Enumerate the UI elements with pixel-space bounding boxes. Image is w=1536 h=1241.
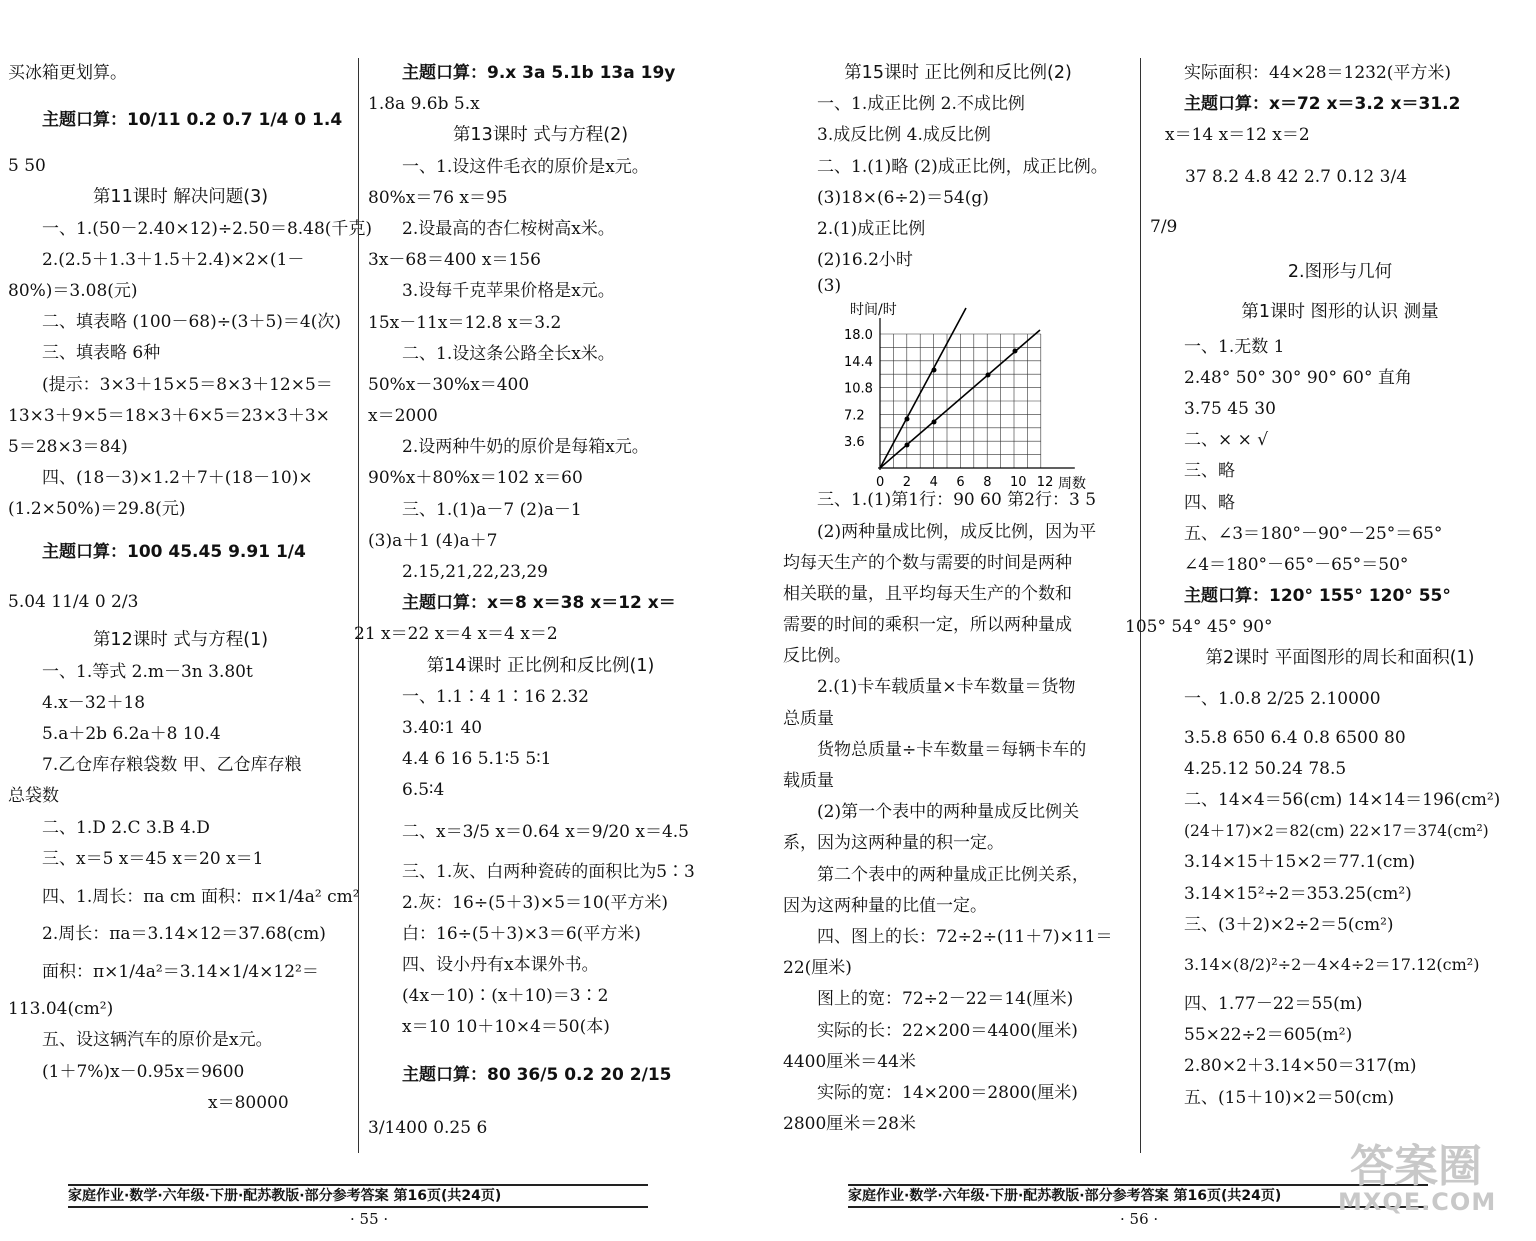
text-line: (3)a＋1 (4)a＋7	[368, 530, 498, 551]
text-line: 载质量	[783, 771, 834, 791]
text-line: 113.04(cm²)	[8, 999, 114, 1020]
x-tick-label: 0	[876, 475, 885, 490]
text-line: 37 8.2 4.8 42 2.7 0.12 3/4	[1185, 166, 1408, 187]
text-line: 2800厘米＝28米	[783, 1114, 916, 1135]
text-line: 五、∠3＝180°－90°－25°＝65°	[1184, 523, 1443, 544]
watermark	[1330, 1130, 1530, 1230]
text-line: 105° 54° 45° 90°	[1125, 617, 1273, 638]
text-line: 2.15,21,22,23,29	[402, 562, 548, 582]
graph-x-title: 周数	[1058, 476, 1086, 492]
oral-calc-line: 主题口算：9.x 3a 5.1b 13a 19y	[402, 63, 676, 83]
text-line: ∠4＝180°－65°－65°＝50°	[1184, 554, 1409, 575]
text-line: 一、1.0.8 2/25 2.10000	[1184, 688, 1381, 709]
text-line: 三、1.(1)第1行：90 60 第2行：3 5	[817, 490, 1097, 511]
text-line: 四、1.77－22＝55(m)	[1184, 993, 1363, 1014]
text-line: 五、设这辆汽车的原价是x元。	[42, 1030, 273, 1051]
text-line: 四、1.周长：πa cm 面积：π×1/4a² cm²	[42, 886, 360, 907]
text-line: 4.25.12 50.24 78.5	[1184, 758, 1347, 779]
column-1	[8, 58, 373, 1119]
text-line: (1.2×50%)＝29.8(元)	[8, 499, 186, 520]
text-line: 三、x＝5 x＝45 x＝20 x＝1	[42, 848, 264, 869]
text-line: 一、1.(50－2.40×12)÷2.50＝8.48(千克)	[42, 218, 373, 239]
text-line: 第二个表中的两种量成正比例关系，	[817, 864, 1089, 885]
text-line: 四、(18－3)×1.2＋7＋(18－10)×	[42, 468, 313, 489]
page-number-left: · 55 ·	[350, 1210, 389, 1228]
lesson-heading: 第1课时 图形的认识 测量	[1241, 301, 1439, 322]
text-line: 2.设两种牛奶的原价是每箱x元。	[402, 437, 649, 458]
text-line: 90%x＋80%x＝102 x＝60	[368, 468, 583, 489]
point	[932, 420, 937, 425]
text-line: 三、1.灰、白两种瓷砖的面积比为5∶3	[402, 861, 695, 882]
text-line: 实际的宽：14×200＝2800(厘米)	[817, 1082, 1078, 1103]
text-line: 四、图上的长：72÷2÷(11＋7)×11＝	[817, 926, 1113, 947]
text-line: 四、设小丹有x本课外书。	[402, 955, 599, 976]
text-line: 5.04 11/4 0 2/3	[8, 592, 139, 613]
y-tick-label: 14.4	[844, 354, 873, 370]
text-line: 一、1.无数 1	[1184, 336, 1285, 357]
text-line: 3.设每千克苹果价格是x元。	[402, 281, 615, 302]
text-line: (24＋17)×2＝82(cm) 22×17＝374(cm²)	[1184, 822, 1489, 841]
text-line: 4.x－32＋18	[42, 692, 146, 713]
x-tick-label: 12	[1036, 475, 1054, 490]
y-tick-label: 7.2	[844, 408, 865, 424]
text-line: 系，因为这两种量的积一定。	[783, 833, 1004, 854]
graph-y-ticks	[844, 328, 873, 450]
column-divider	[358, 58, 359, 1153]
text-line: 5.a＋2b 6.2a＋8 10.4	[42, 724, 221, 744]
text-line: 3.40∶1 40	[402, 717, 483, 738]
text-line: x＝80000	[208, 1092, 289, 1113]
text-line: (2)第一个表中的两种量成反比例关	[817, 802, 1080, 823]
text-line: 6.5∶4	[402, 780, 445, 801]
text-line: 80%)＝3.08(元)	[8, 280, 138, 301]
text-line: 二、1.设这条公路全长x米。	[402, 343, 615, 364]
text-line: 3.14×(8/2)²÷2－4×4÷2＝17.12(cm²)	[1184, 954, 1480, 974]
text-line: 80%x＝76 x＝95	[368, 187, 508, 208]
text-line: 三、略	[1184, 461, 1235, 482]
text-line: 15x－11x＝12.8 x＝3.2	[368, 312, 562, 333]
text-line: 3x－68＝400 x＝156	[368, 250, 541, 271]
line-steep	[880, 308, 966, 468]
section-heading: 2.图形与几何	[1287, 261, 1393, 282]
x-tick-label: 2	[902, 475, 912, 490]
text-line: 5＝28×3＝84)	[8, 436, 128, 457]
text-line: 21 x＝22 x＝4 x＝4 x＝2	[354, 624, 558, 645]
column-2	[354, 58, 713, 1150]
text-line: 买冰箱更划算。	[8, 63, 127, 83]
text-line: 2.设最高的杏仁桉树高x米。	[402, 218, 615, 239]
text-line: (3)	[817, 276, 842, 297]
text-line: 7/9	[1150, 216, 1178, 237]
text-line: 货物总质量÷卡车数量＝每辆卡车的	[817, 739, 1087, 760]
point	[905, 443, 910, 448]
x-tick-label: 4	[929, 475, 938, 490]
text-line: 2.(1)成正比例	[817, 218, 926, 239]
y-tick-label: 10.8	[844, 381, 873, 397]
text-line: 5 50	[8, 156, 46, 177]
oral-calc-line: 主题口算：x＝72 x＝3.2 x＝31.2	[1184, 94, 1461, 115]
x-tick-label: 6	[956, 475, 965, 490]
oral-calc-line: 主题口算：80 36/5 0.2 20 2/15	[402, 1064, 672, 1085]
text-line: 4400厘米＝44米	[783, 1051, 916, 1072]
text-line: 二、1.D 2.C 3.B 4.D	[42, 817, 210, 838]
text-line: 3.14×15＋15×2＝77.1(cm)	[1184, 852, 1416, 873]
text-line: (1＋7%)x－0.95x＝9600	[42, 1061, 245, 1082]
text-line: 需要的时间的乘积一定，所以两种量成	[783, 615, 1072, 636]
text-line: 四、略	[1184, 492, 1235, 513]
text-line: (提示：3×3＋15×5＝8×3＋12×5＝	[42, 374, 333, 395]
proportion-graph	[818, 300, 1088, 495]
oral-calc-line: 主题口算：10/11 0.2 0.7 1/4 0 1.4	[42, 110, 343, 131]
text-line: (2)两种量成比例，成反比例，因为平	[817, 521, 1097, 542]
text-line: 1.8a 9.6b 5.x	[368, 94, 480, 115]
text-line: 面积：π×1/4a²＝3.14×1/4×12²＝	[42, 962, 319, 983]
text-line: 2.80×2＋3.14×50＝317(m)	[1184, 1056, 1417, 1077]
column-divider	[1140, 58, 1141, 1153]
point	[905, 417, 910, 422]
watermark-title: 答案圈	[1350, 1141, 1482, 1192]
footer-left: 家庭作业·数学·六年级·下册·配苏教版·部分参考答案 第16页(共24页)	[68, 1184, 648, 1208]
text-line: 二、1.(1)略 (2)成正比例，成正比例。	[817, 156, 1108, 177]
text-line: 相关联的量，且平均每天生产的个数和	[783, 583, 1072, 604]
column-3	[783, 58, 1133, 1140]
y-tick-label: 18.0	[844, 328, 873, 343]
text-line: 2.灰：16÷(5＋3)×5＝10(平方米)	[402, 892, 668, 913]
text-line: 二、14×4＝56(cm) 14×14＝196(cm²)	[1184, 790, 1501, 810]
text-line: 二、x＝3/5 x＝0.64 x＝9/20 x＝4.5	[402, 821, 689, 842]
lesson-heading: 第13课时 式与方程(2)	[452, 125, 629, 146]
text-line: 实际面积：44×28＝1232(平方米)	[1184, 63, 1452, 83]
lesson-heading: 第14课时 正比例和反比例(1)	[426, 655, 655, 676]
text-line: 三、(3＋2)×2÷2＝5(cm²)	[1184, 914, 1394, 935]
text-line: 一、1.1∶4 1∶16 2.32	[402, 686, 589, 707]
text-line: 2.(1)卡车载质量×卡车数量＝货物	[817, 677, 1076, 698]
text-line: 一、1.设这件毛衣的原价是x元。	[402, 156, 649, 177]
text-line: 图上的宽：72÷2－22＝14(厘米)	[817, 989, 1074, 1010]
text-line: 均每天生产的个数与需要的时间是两种	[783, 552, 1072, 573]
x-tick-label: 10	[1010, 475, 1027, 490]
point	[932, 368, 937, 373]
point	[986, 373, 991, 378]
text-line: x＝14 x＝12 x＝2	[1165, 125, 1310, 146]
text-line: 总质量	[783, 708, 834, 729]
text-line: 二、× × √	[1184, 430, 1269, 451]
text-line: 白：16÷(5＋3)×3＝6(平方米)	[402, 923, 641, 944]
text-line: 3.5.8 650 6.4 0.8 6500 80	[1184, 727, 1406, 748]
oral-calc-line: 主题口算：100 45.45 9.91 1/4	[42, 542, 306, 563]
footer-right: 家庭作业·数学·六年级·下册·配苏教版·部分参考答案 第16页(共24页)	[848, 1184, 1428, 1208]
lesson-heading: 第11课时 解决问题(3)	[92, 187, 269, 208]
text-line: 2.48° 50° 30° 90° 60° 直角	[1184, 367, 1412, 388]
text-line: 反比例。	[783, 646, 851, 667]
graph-x-ticks	[876, 475, 1053, 490]
lesson-heading: 第2课时 平面图形的周长和面积(1)	[1205, 648, 1475, 669]
text-line: (4x－10)∶(x＋10)＝3∶2	[402, 986, 609, 1007]
text-line: 一、1.等式 2.m－3n 3.80t	[42, 661, 253, 682]
text-line: 7.乙仓库存粮袋数 甲、乙仓库存粮	[42, 755, 302, 776]
text-line: 3.14×15²÷2＝353.25(cm²)	[1184, 883, 1412, 904]
text-line: 二、填表略 (100－68)÷(3＋5)＝4(次)	[42, 312, 341, 333]
text-line: 三、1.(1)a－7 (2)a－1	[402, 499, 582, 520]
page-number-right: · 56 ·	[1120, 1210, 1159, 1228]
x-tick-label: 8	[983, 475, 992, 490]
oral-calc-line: 主题口算：120° 155° 120° 55°	[1184, 586, 1451, 607]
oral-calc-line: 主题口算：x＝8 x＝38 x＝12 x＝	[402, 593, 676, 614]
lesson-heading: 第15课时 正比例和反比例(2)	[844, 63, 1072, 83]
text-line: x＝10 10＋10×4＝50(本)	[402, 1017, 610, 1038]
column-4	[1125, 58, 1530, 1114]
text-line: 因为这两种量的比值一定。	[783, 895, 987, 916]
text-line: 实际的长：22×200＝4400(厘米)	[817, 1020, 1078, 1041]
text-line: x＝2000	[368, 406, 438, 427]
text-line: 三、填表略 6种	[42, 343, 161, 364]
text-line: 13×3＋9×5＝18×3＋6×5＝23×3＋3×	[8, 405, 330, 426]
graph-y-title: 时间/时	[850, 302, 897, 318]
text-line: (3)18×(6÷2)＝54(g)	[817, 187, 989, 208]
text-line: 2.周长：πa＝3.14×12＝37.68(cm)	[42, 923, 326, 944]
text-line: 3.成反比例 4.成反比例	[817, 125, 991, 146]
text-line: 55×22÷2＝605(m²)	[1184, 1025, 1353, 1046]
watermark-url: MXQE.COM	[1338, 1188, 1497, 1216]
text-line: 3.75 45 30	[1184, 398, 1276, 419]
text-line: 2.(2.5＋1.3＋1.5＋2.4)×2×(1－	[42, 249, 305, 270]
text-line: 3/1400 0.25 6	[368, 1117, 488, 1138]
text-line: 一、1.成正比例 2.不成比例	[817, 94, 1025, 115]
y-tick-label: 3.6	[844, 435, 865, 451]
text-line: 五、(15＋10)×2＝50(cm)	[1184, 1087, 1395, 1108]
lesson-heading: 第12课时 式与方程(1)	[92, 630, 269, 651]
text-line: 4.4 6 16 5.1∶5 5∶1	[402, 749, 552, 770]
text-line: 50%x－30%x＝400	[368, 374, 530, 395]
text-line: 22(厘米)	[783, 958, 852, 979]
point	[1013, 349, 1018, 354]
text-line: 总袋数	[8, 786, 59, 807]
text-line: (2)16.2小时	[817, 250, 913, 271]
